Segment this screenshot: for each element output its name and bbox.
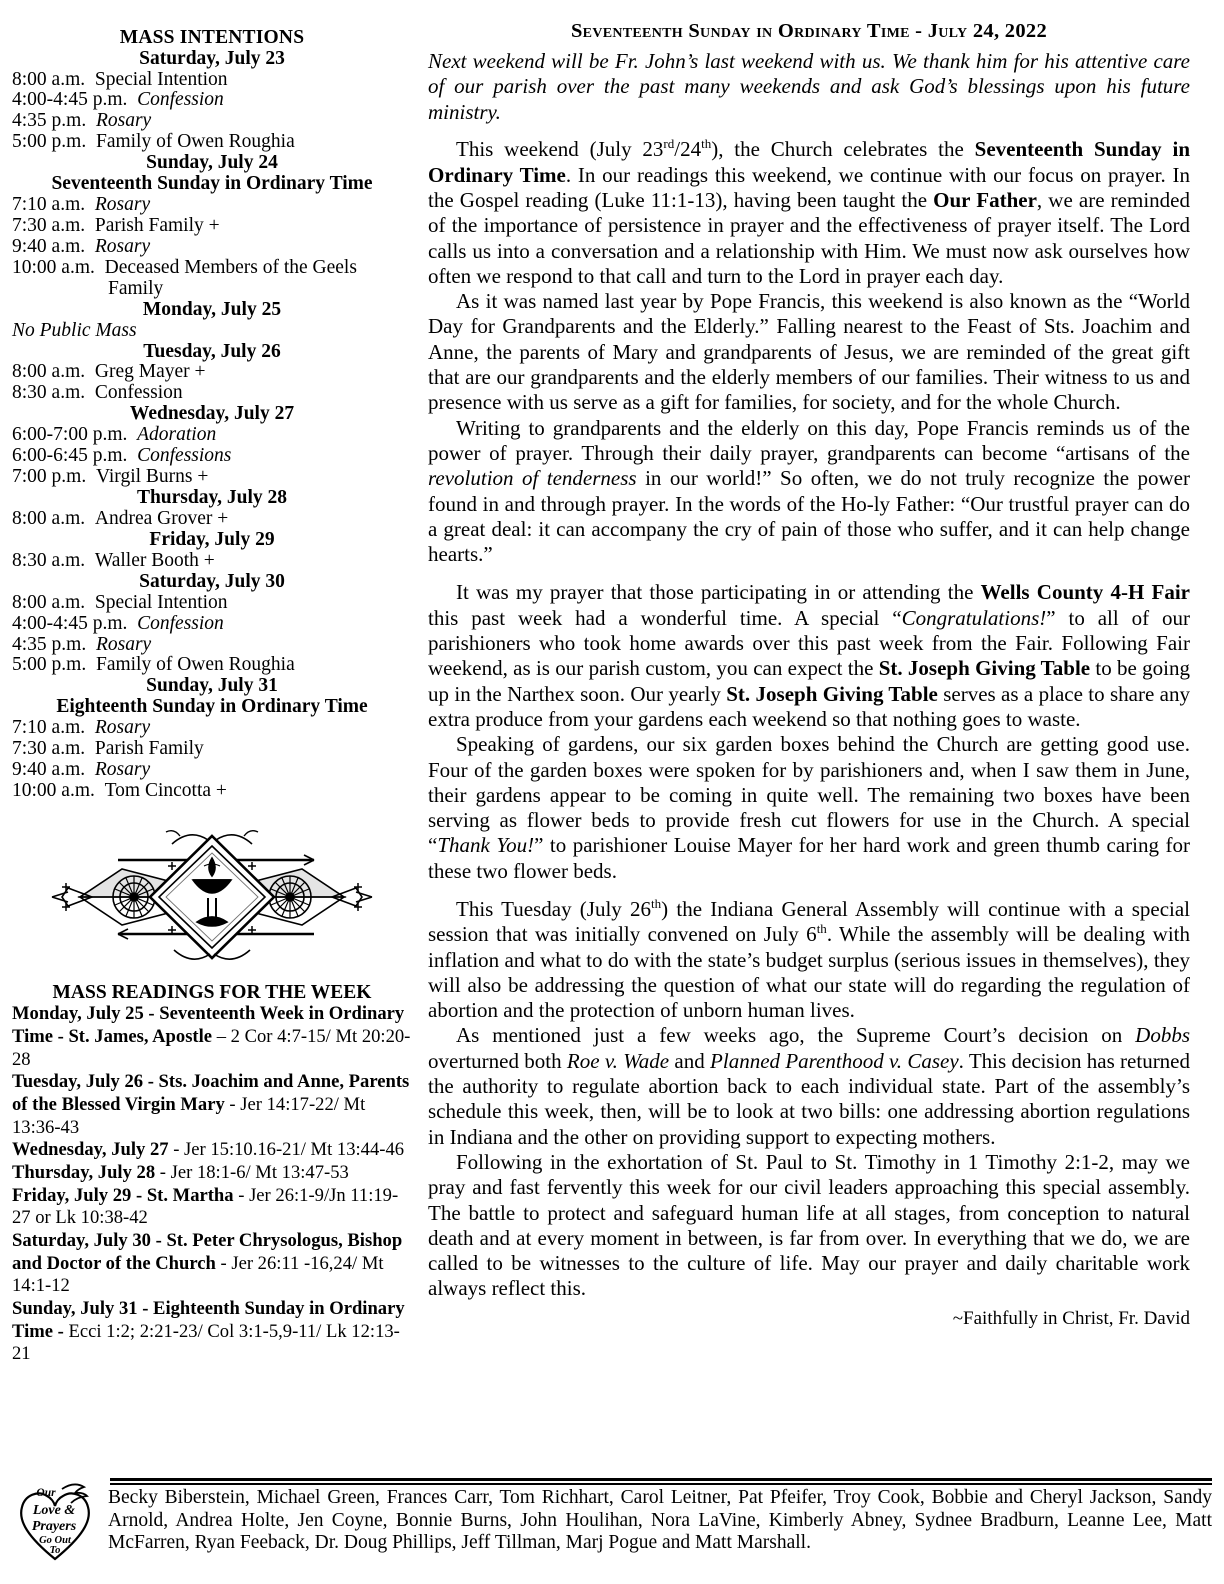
mass-intention-description: Rosary: [94, 235, 151, 257]
mass-readings-heading: MASS READINGS FOR THE WEEK: [52, 981, 372, 1003]
mass-intention-description: Adoration: [137, 424, 217, 446]
mass-day-heading: Sunday, July 24: [146, 152, 278, 174]
mass-intention-continuation: Family: [108, 277, 164, 299]
mass-intention-description: Waller Booth +: [94, 549, 215, 571]
mass-intention-time: 7:10 a.m.: [12, 194, 86, 216]
mass-intention-row: [12, 425, 412, 446]
mass-intention-row: [12, 781, 412, 802]
mass-intention-row: [12, 70, 412, 91]
mass-intention-time: 6:00-7:00 p.m.: [12, 424, 128, 446]
mass-day-heading: Thursday, July 28: [136, 487, 288, 509]
mass-intentions-list: [12, 49, 412, 802]
mass-day-heading: Saturday, July 30: [139, 570, 285, 592]
mass-intention-description: Greg Mayer +: [94, 361, 206, 383]
prayer-names-text: Becky Biberstein, Michael Green, Frances Carr, Tom Richhart, Carol Leitner, Pat Pfeifer, Troy Cook, Bobbie and Cheryl Jackson, Sandy Arnold, Andrea Holte, Jen Coyne, Bonnie Burns, John Houlihan, Nora LaVine, Kimberly Abney, Sydnee Bradburn, Leanne Lee, Matt McFarren, Ryan Feeback, Dr. Doug Phillips, Jeff Tillman, Marj Pogue and Matt Marshall.: [108, 1487, 1212, 1554]
our-love-and-prayers-logo: [12, 1473, 98, 1570]
body-paragraph-2: As it was named last year by Pope Francis, this weekend is also known as the “World Day for Grandparents and the Elderly.” Falling nearest to the Feast of Sts. Joachim and Anne, the parents of Mary and grandparents of Jesus, we are reminded of the great gift that are our grandparents and the elderly members of our families. Their witness to us and presence with us serve as a gift for families, for society, and for the whole Church.: [428, 289, 1190, 415]
svg-text:Love &: Love &: [32, 1503, 76, 1518]
mass-day-heading: Monday, July 25: [142, 298, 282, 320]
mass-intention-row: [12, 760, 412, 781]
mass-reading-item: [12, 1185, 412, 1230]
mass-day-subtitle: Eighteenth Sunday in Ordinary Time: [56, 696, 368, 718]
mass-intention-description: Rosary: [94, 759, 151, 781]
mass-intention-time: 8:30 a.m.: [12, 549, 86, 571]
mass-intention-row: [12, 509, 412, 530]
right-column: [428, 20, 1190, 1331]
mass-intention-row: [12, 132, 412, 153]
mass-reading-item: [12, 1139, 412, 1162]
mass-intention-time: 7:10 a.m.: [12, 717, 86, 739]
svg-text:Go Out: Go Out: [39, 1535, 71, 1546]
mass-reading-citation: - Jer 14:17-22/ Mt 13:36-43: [12, 1094, 366, 1138]
mass-day-heading: Saturday, July 23: [139, 47, 285, 69]
mass-intention-row: [12, 551, 412, 572]
mass-intention-time: 8:00 a.m.: [12, 68, 86, 90]
body-paragraph-6: This Tuesday (July 26th) the Indiana General Assembly will continue with a special session that was initially convened on July 6th. While the assembly will be dealing with inflation and what to do with the state’s budget surplus (serious issues in themselves), they will also be addressing the question of what our state will do regarding the regulation of abortion and the protection of unborn human lives.: [428, 895, 1191, 1023]
pastor-signature: ~Faithfully in Christ, Fr. David: [952, 1307, 1190, 1329]
mass-intention-description: Rosary: [94, 194, 151, 216]
mass-intention-time: 4:35 p.m.: [12, 633, 87, 655]
body-paragraph-7: As mentioned just a few weeks ago, the Supreme Court’s decision on Dobbs overturned both Roe v. Wade and Planned Parenthood v. Casey. This decision has returned the authority to regulate abortion back to each individual state. Part of the assembly’s schedule this week, then, will be to look at two bills: one addressing abortion regulations in Indiana and the other on providing support to expecting mothers.: [428, 1023, 1191, 1149]
mass-intention-time: 9:40 a.m.: [12, 759, 86, 781]
mass-intention-time: 10:00 a.m.: [12, 779, 95, 801]
mass-intention-description: Deceased Members of the Geels: [104, 256, 357, 278]
mass-reading-item: [12, 1071, 412, 1139]
mass-intention-row: [12, 635, 412, 656]
mass-intention-description: Special Intention: [94, 68, 228, 90]
mass-intention-time: 8:00 a.m.: [12, 361, 86, 383]
mass-intention-description: Confession: [137, 89, 224, 111]
mass-intention-description: Virgil Burns +: [95, 466, 209, 488]
prayer-list-footer: [12, 1478, 1212, 1570]
mass-reading-citation: - Jer 15:10.16-21/ Mt 13:44-46: [168, 1139, 405, 1161]
mass-intention-description: Family of Owen Roughia: [95, 131, 295, 153]
svg-text:Prayers: Prayers: [31, 1519, 77, 1534]
mass-intention-time: 7:30 a.m.: [12, 738, 86, 760]
body-paragraph-3: Writing to grandparents and the elderly on this day, Pope Francis reminds us of the power of prayer. Through their daily prayer, grandparents can become “artisans of the revolution of tenderness in our world!” So often, we do not truly recognize the power found in and through prayer. In the words of the Ho-ly Father: “Our trustful prayer can do a great deal: it can accompany the cry of pain of those who suffer, and it can help change hearts.”: [428, 415, 1191, 567]
body-paragraph-4: It was my prayer that those participating in or attending the Wells County 4-H Fair this past week had a wonderful time. A special “Congratulations!” to all of our parishioners who took home awards over this past week from the Fair. Following Fair weekend, as is our parish custom, you can expect the St. Joseph Giving Table to be going up in the Narthex soon. Our yearly St. Joseph Giving Table serves as a place to share any extra produce from your gardens each weekend so that nothing goes to waste.: [428, 580, 1190, 731]
mass-intention-time: 8:00 a.m.: [12, 507, 86, 529]
mass-reading-label: Sunday, July 31 - Eighteenth Sunday in Ordinary Time -: [12, 1298, 405, 1342]
mass-reading-citation: - Jer 18:1-6/ Mt 13:47-53: [155, 1162, 349, 1184]
body-paragraph-1: This weekend (July 23rd/24th), the Church celebrates the Seventeenth Sunday in Ordinary Time. In our readings this weekend, we continue with our focus on prayer. In the Gospel reading (Luke 11:1-13), having been taught the Our Father, we are reminded of the importance of persistence in prayer and the effectiveness of prayer itself. The Lord calls us into a conversation and a relationship with Him. We must now ask ourselves how often we respond to that call and turn to the Lord in prayer each day.: [428, 136, 1190, 288]
mass-day-heading: Tuesday, July 26: [143, 340, 281, 362]
mass-reading-citation: – 2 Cor 4:7-15/ Mt 20:20-28: [12, 1026, 411, 1070]
mass-reading-citation: - Jer 26:11 -16,24/ Mt 14:1-12: [12, 1252, 384, 1297]
mass-intention-row: [12, 321, 412, 342]
mass-intention-row: [12, 237, 412, 258]
mass-reading-item: [12, 1003, 412, 1071]
mass-intention-row: [12, 614, 412, 635]
mass-intention-description: Rosary: [95, 633, 152, 655]
mass-intention-time: 6:00-6:45 p.m.: [12, 445, 128, 467]
mass-intentions-heading: MASS INTENTIONS: [119, 27, 305, 48]
mass-intention-row: [12, 362, 412, 383]
mass-intention-time: 9:40 a.m.: [12, 235, 86, 257]
mass-intention-row: [12, 467, 412, 488]
mass-intention-row: [12, 655, 412, 676]
mass-reading-item: [12, 1230, 412, 1298]
mass-intention-row: [12, 446, 412, 467]
pastor-note: Next weekend will be Fr. John’s last weekend with us. We thank him for his attentive care of our parish over the past many weekends and ask God’s blessings upon his future ministry.: [428, 48, 1190, 124]
mass-intention-row: [12, 593, 412, 614]
mass-reading-label: Saturday, July 30 - St. Peter Chrysologus, Bishop and Doctor of the Church: [12, 1230, 403, 1274]
mass-reading-label: Wednesday, July 27: [12, 1139, 169, 1161]
mass-readings-list: [12, 1003, 412, 1366]
mass-intention-row: [12, 383, 412, 404]
mass-reading-label: Monday, July 25 - Seventeenth Week in Ordinary Time - St. James, Apostle: [12, 1003, 405, 1048]
mass-reading-item: [12, 1298, 412, 1366]
mass-intention-time: 8:00 a.m.: [12, 591, 86, 613]
mass-intention-description: Family of Owen Roughia: [95, 654, 295, 676]
mass-intention-row: [12, 216, 412, 237]
footer-divider: [110, 1478, 1212, 1485]
mass-reading-label: Tuesday, July 26 - Sts. Joachim and Anne, Parents of the Blessed Virgin Mary: [12, 1071, 410, 1116]
mass-reading-citation: Ecci 1:2; 2:21-23/ Col 3:1-5,9-11/ Lk 12:13-21: [12, 1320, 400, 1365]
mass-intention-time: 8:30 a.m.: [12, 382, 86, 404]
chalice-ornament: [12, 822, 412, 972]
mass-intention-description: Tom Cincotta +: [104, 779, 227, 801]
mass-reading-citation: - Jer 26:1-9/Jn 11:19-27 or Lk 10:38-42: [12, 1184, 399, 1229]
bulletin-title: Seventeenth Sunday in Ordinary Time - July 24, 2022: [570, 20, 1048, 42]
mass-intention-description: Parish Family +: [94, 215, 220, 236]
left-column: [12, 28, 412, 1366]
mass-intention-row: [12, 195, 412, 216]
mass-day-subtitle: Seventeenth Sunday in Ordinary Time: [51, 173, 373, 195]
mass-intention-description: No Public Mass: [12, 319, 137, 341]
mass-reading-label: Friday, July 29 - St. Martha: [12, 1184, 234, 1206]
mass-intention-description: Parish Family: [94, 738, 204, 760]
mass-intention-row: [12, 90, 412, 111]
mass-intention-row: [12, 739, 412, 760]
divider-thick: [110, 1478, 1212, 1481]
mass-intention-time: 7:00 p.m.: [12, 466, 87, 488]
mass-intention-time: 7:30 a.m.: [12, 215, 86, 236]
mass-intention-time: 4:00-4:45 p.m.: [12, 89, 128, 111]
mass-intention-row: [12, 718, 412, 739]
mass-intention-time: 4:35 p.m.: [12, 110, 87, 132]
mass-reading-item: [12, 1162, 412, 1185]
mass-intention-description: Confession: [137, 612, 224, 634]
svg-text:To: To: [49, 1545, 61, 1556]
mass-intention-description: Andrea Grover +: [94, 507, 229, 529]
svg-text:Our: Our: [36, 1487, 56, 1499]
mass-day-heading: Sunday, July 31: [146, 675, 278, 697]
mass-intention-time: 10:00 a.m.: [12, 256, 95, 278]
mass-intention-time: 5:00 p.m.: [12, 654, 87, 676]
mass-intention-description: Special Intention: [94, 591, 228, 613]
mass-intention-time: 4:00-4:45 p.m.: [12, 612, 128, 634]
mass-day-heading: Friday, July 29: [149, 528, 275, 550]
mass-intention-time: 5:00 p.m.: [12, 131, 87, 153]
mass-reading-label: Thursday, July 28: [12, 1162, 156, 1184]
mass-intention-row: [12, 258, 412, 279]
divider-thin: [110, 1483, 1212, 1485]
body-paragraph-5: Speaking of gardens, our six garden boxes behind the Church are getting good use. Four of the garden boxes were spoken for by parishioners and, when I saw them in June, their gardens appear to be coming in quite well. The remaining two boxes have been serving as flower beds to provide fresh cut flowers for use in the Church. A special “Thank You!” to parishioner Louise Mayer for her hard work and green thumb caring for these two flower beds.: [428, 732, 1190, 883]
mass-intention-description: Rosary: [95, 110, 152, 132]
body-paragraph-8: Following in the exhortation of St. Paul to St. Timothy in 1 Timothy 2:1-2, may we pray and fast fervently this week for our civil leaders approaching this special assembly. The battle to protect and safeguard human life at all stages, from conception to natural death and at every moment in between, is far from over. In everything that we do, we are called to be witnesses to the culture of life. May our prayer and daily charitable work always reflect this.: [428, 1149, 1190, 1301]
mass-intention-description: Confessions: [137, 445, 232, 467]
mass-intention-description: Confession: [94, 382, 183, 404]
mass-intention-row: [12, 111, 412, 132]
mass-day-heading: Wednesday, July 27: [129, 403, 295, 425]
mass-intention-description: Rosary: [94, 717, 151, 739]
